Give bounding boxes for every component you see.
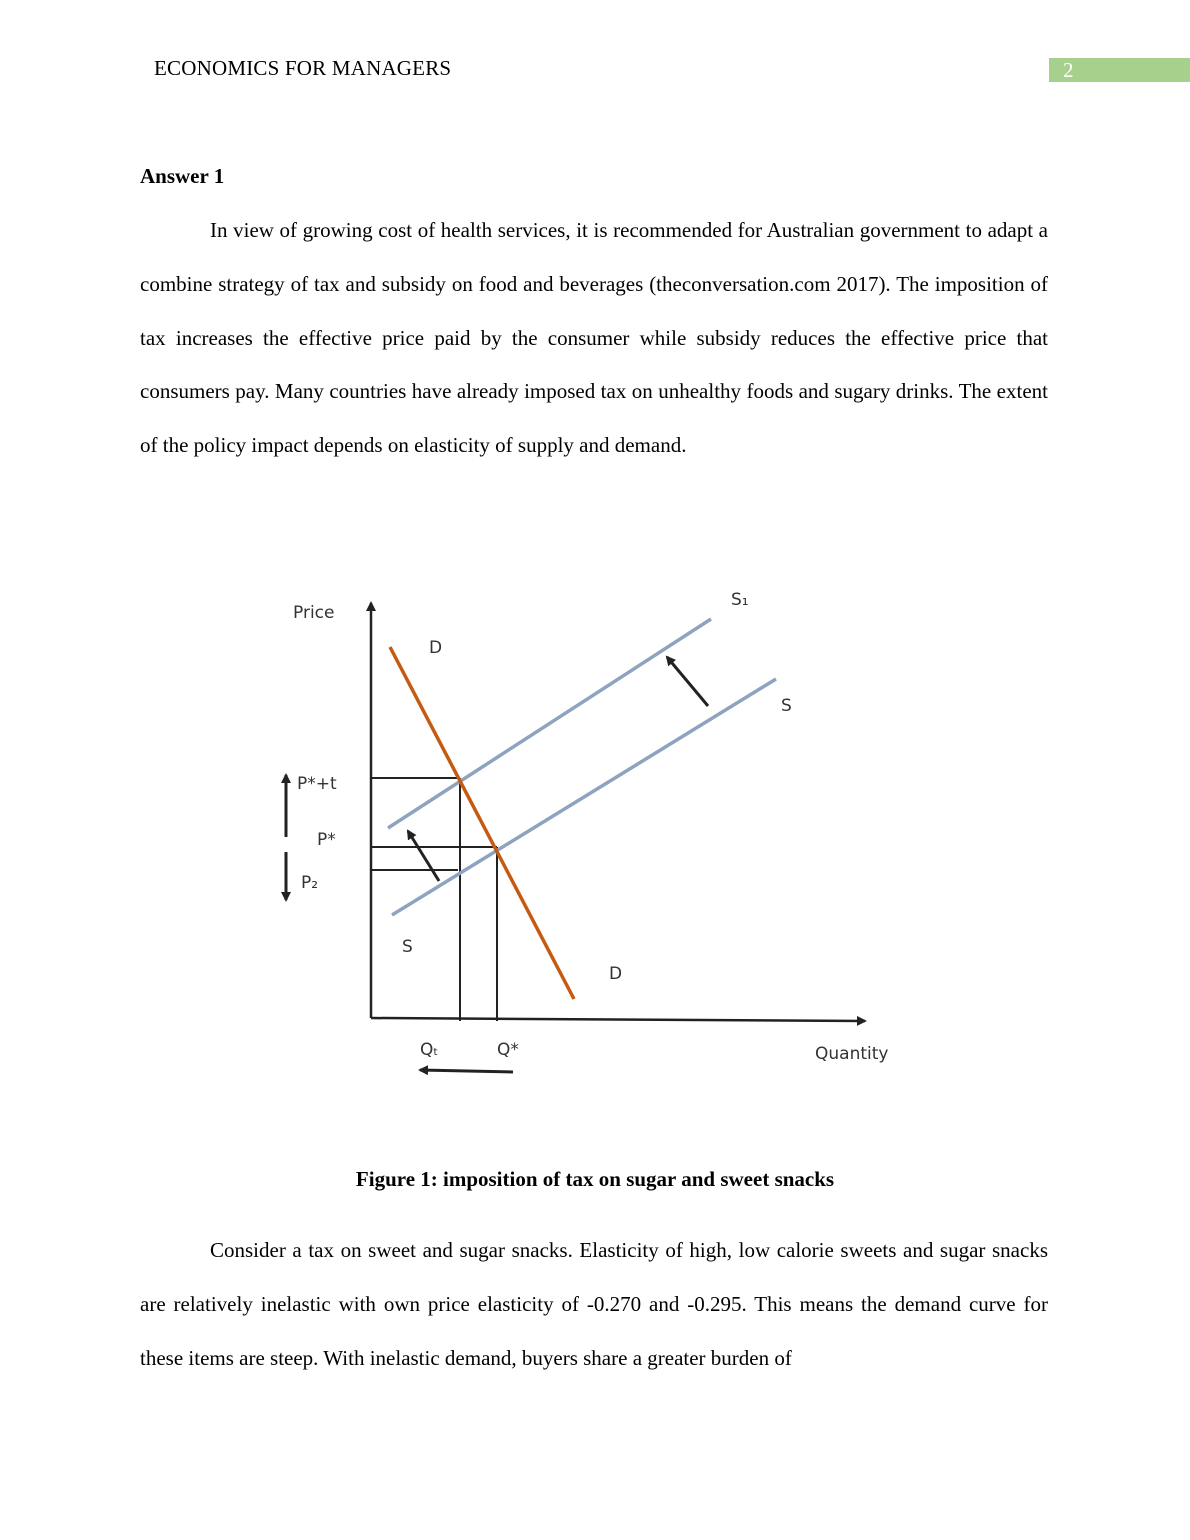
label-equilibrium-price: P* <box>317 830 336 850</box>
demand-curve <box>390 647 574 999</box>
supply-curve-s <box>392 679 776 915</box>
running-header-title: ECONOMICS FOR MANAGERS <box>154 56 452 80</box>
section-heading: Answer 1 <box>140 164 225 188</box>
page-number-badge <box>1049 58 1190 82</box>
figure-caption: Figure 1: imposition of tax on sugar and sweet snacks <box>355 1167 835 1191</box>
body-paragraph-2: Consider a tax on sweet and sugar snacks. Elasticity of high, low calorie sweets and sugar snacks are relatively inelastic with own price elasticity of -0.270 and -0.295. This means the demand curve for these items are steep. With inelastic demand, buyers share a greater burden of <box>140 1238 1048 1370</box>
supply-demand-diagram <box>270 575 910 1095</box>
tax-incidence-figure <box>270 575 910 1095</box>
x-axis-label: Quantity <box>815 1044 889 1064</box>
supply-shift-arrow-lower <box>408 831 439 881</box>
x-axis <box>371 1018 865 1021</box>
label-taxed-quantity: Qₜ <box>420 1040 439 1060</box>
supply-shift-arrow-upper <box>667 657 708 706</box>
label-demand-top: D <box>429 638 443 658</box>
label-supply-s-left: S <box>402 937 413 957</box>
label-supply-s-right: S <box>781 696 792 716</box>
label-supply-s1: S₁ <box>731 590 749 610</box>
quantity-decrease-arrow <box>420 1070 513 1072</box>
label-equilibrium-quantity: Q* <box>497 1040 519 1060</box>
label-demand-bottom: D <box>609 964 623 984</box>
y-axis-label: Price <box>293 603 335 623</box>
label-seller-price: P₂ <box>301 873 319 893</box>
body-paragraph-1: In view of growing cost of health services, it is recommended for Australian government to adapt a combine strategy of tax and subsidy on food and beverages (theconversation.com 2017). The imposition of tax increases the effective price paid by the consumer while subsidy reduces the effective price that consumers pay. Many countries have already imposed tax on unhealthy foods and sugary drinks. The extent of the policy impact depends on elasticity of supply and demand. <box>140 218 1048 458</box>
label-taxed-price: P*+t <box>297 774 337 794</box>
page-number: 2 <box>1063 58 1074 82</box>
